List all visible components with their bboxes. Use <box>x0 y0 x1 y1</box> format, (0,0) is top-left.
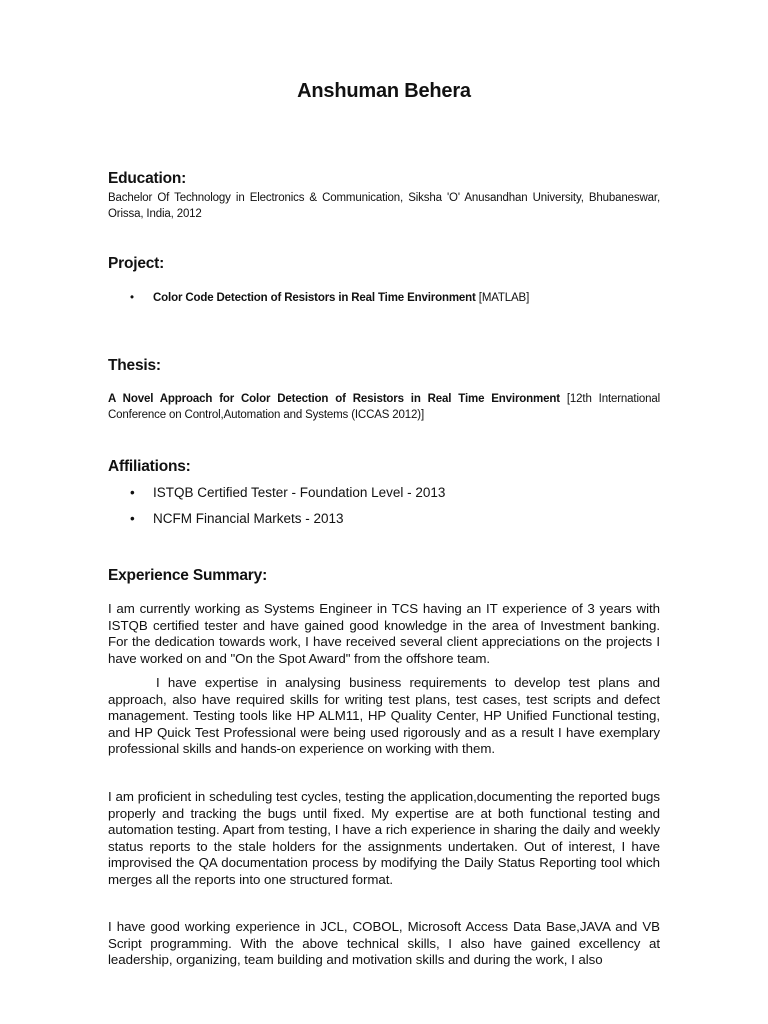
bullet-icon: • <box>130 292 134 304</box>
project-heading: Project: <box>108 255 165 272</box>
education-heading: Education: <box>108 170 187 187</box>
bullet-icon: • <box>130 485 135 500</box>
project-item-tech: [MATLAB] <box>475 292 530 304</box>
experience-heading: Experience Summary: <box>108 567 268 584</box>
affiliation-text: NCFM Financial Markets - 2013 <box>153 511 344 526</box>
experience-paragraph: I have good working experience in JCL, COBOL, Microsoft Access Data Base,JAVA and VB Script programming. With the above technical skills, I also have gained excellency at leadership, organizing, team building and motivation skills and during the work, I also <box>108 919 660 968</box>
affiliation-text: ISTQB Certified Tester - Foundation Level - 2013 <box>153 485 446 500</box>
project-item-text <box>153 290 529 306</box>
experience-paragraph: I am currently working as Systems Engineer in TCS having an IT experience of 3 years with ISTQB certified tester and have gained good knowledge in the area of Investment banking. For the dedication towards work, I have received several client appreciations on the projects I have worked on and "On the Spot Award" from the offshore team. <box>108 601 660 666</box>
thesis-heading: Thesis: <box>108 357 161 374</box>
affiliations-heading: Affiliations: <box>108 458 191 475</box>
experience-paragraph: I have expertise in analysing business requirements to develop test plans and approach, also have required skills for writing test plans, test cases, test scripts and defect management. Testing tools like HP ALM11, HP Quality Center, HP Unified Functional testing, and HP Quick Test Professional were being used rigorously and as a result I have exemplary professional skills and hands-on experience on working with them. <box>108 675 660 757</box>
thesis-text <box>108 391 660 423</box>
project-item-title: Color Code Detection of Resistors in Real Time Environment <box>153 292 476 304</box>
education-text: Bachelor Of Technology in Electronics & Communication, Siksha 'O' Anusandhan University, Bhubaneswar, Orissa, India, 2012 <box>108 192 660 220</box>
bullet-icon: • <box>130 511 135 526</box>
experience-paragraph: I am proficient in scheduling test cycles, testing the application,documenting the reported bugs properly and tracking the bugs until fixed. My expertise are at both functional testing and automation testing. Apart from testing, I have a rich experience in sharing the daily and weekly status reports to the stale holders for the assignments undertaken. Out of interest, I have improvised the QA documentation process by modifying the Daily Status Reporting tool which merges all the reports into one structured format. <box>108 789 660 887</box>
resume-name: Anshuman Behera <box>297 80 471 102</box>
thesis-venue: [12th International Conference on Control,Automation and Systems (ICCAS 2012)] <box>108 393 660 421</box>
thesis-title: A Novel Approach for Color Detection of Resistors in Real Time Environment <box>108 393 560 405</box>
